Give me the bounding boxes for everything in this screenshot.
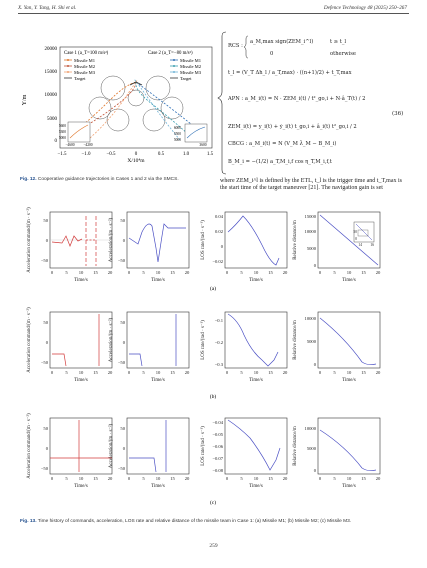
- xtick: 15: [93, 270, 98, 275]
- ytick: 5000: [306, 446, 316, 451]
- xtick: 20: [184, 370, 190, 375]
- fig12-case1-label: Case 1 (a_T=100 m/s²): [64, 51, 109, 56]
- ylabel-los: LOS rate/(rad · s⁻¹): [201, 320, 206, 360]
- fig12-xtick: 1.0: [182, 152, 190, 157]
- xtick: 20: [282, 476, 288, 481]
- ytick: 0: [45, 340, 48, 345]
- ytick: 50: [43, 218, 48, 223]
- xtick: 0: [50, 370, 54, 375]
- xtick: 15: [170, 476, 175, 481]
- xtick: 5: [240, 370, 243, 375]
- fig12-ylabel: Y/m: [22, 94, 28, 106]
- xtick: 0: [318, 370, 322, 375]
- xtick: 5: [333, 370, 336, 375]
- inset-tick: −4600: [65, 143, 75, 147]
- ylabel-acc: Acceleration/(m · s⁻²): [109, 217, 114, 263]
- xtick: 20: [107, 370, 113, 375]
- ytick: 5000: [306, 339, 316, 344]
- xtick: 15: [361, 370, 366, 375]
- fig12-plot: [22, 47, 214, 164]
- inset-tick: 3600: [199, 143, 207, 147]
- inset-tick: 5000: [173, 138, 181, 142]
- ylabel-dist: Relative distance/m: [293, 320, 298, 360]
- ytick: −0.02: [212, 259, 223, 264]
- xtick: 5: [142, 476, 145, 481]
- inset-tick: 5000: [58, 136, 66, 140]
- legend-item: Target: [74, 76, 86, 81]
- fig13-caption: [20, 519, 410, 525]
- inset-tick: 16: [370, 243, 374, 247]
- body-paragraph: where ZEM_i^l is defined by the ETL, t_l is the trigger time and t_T,max is the start time of the target maneuver [21]. The navigation gain is set: [220, 178, 402, 192]
- ytick: −0.2: [214, 340, 223, 345]
- ytick: 10000: [304, 426, 316, 431]
- xtick: 15: [268, 476, 273, 481]
- inset-tick: −4200: [83, 143, 93, 147]
- xlabel-time: Time/s: [342, 484, 356, 489]
- xtick: 0: [318, 476, 322, 481]
- xtick: 10: [78, 270, 84, 275]
- fig12-caption-label: Fig. 12.: [20, 177, 37, 182]
- ytick: −50: [40, 360, 48, 365]
- ylabel-cmd: Acceleration command/(m · s⁻²): [27, 207, 32, 273]
- ytick: −0.04: [212, 420, 223, 425]
- xtick: 20: [282, 370, 288, 375]
- ytick: −0.08: [212, 468, 223, 473]
- xtick: 10: [253, 270, 259, 275]
- xlabel-time: Time/s: [342, 278, 356, 283]
- fig12-caption-text: Cooperative guidance trajectories in Cases 1 and 2 via the SMCS.: [37, 177, 179, 182]
- inset-tick: 14: [358, 243, 362, 247]
- ytick: 0: [313, 263, 316, 268]
- xtick: 15: [170, 370, 175, 375]
- xtick: 0: [127, 270, 131, 275]
- xlabel-time: Time/s: [74, 484, 88, 489]
- ytick: −50: [117, 466, 125, 471]
- fig13-caption-label: Fig. 13.: [20, 519, 37, 524]
- running-head-authors: X. Yan, Y. Tang, H. Shi et al.: [18, 5, 77, 11]
- xtick: 5: [142, 270, 145, 275]
- eq-cbcg: CBCG : a_M_i(t) = N (V_M λ̇_M − B_M_i): [228, 141, 337, 147]
- xtick: 10: [78, 476, 84, 481]
- ytick: 50: [120, 218, 125, 223]
- ylabel-los: LOS rate/(rad · s⁻¹): [201, 220, 206, 260]
- xtick: 20: [107, 270, 113, 275]
- xtick: 20: [184, 270, 190, 275]
- ytick: −50: [40, 466, 48, 471]
- legend-item: Missile M2: [180, 64, 202, 69]
- xtick: 5: [65, 370, 68, 375]
- xtick: 20: [375, 476, 381, 481]
- legend-item: Missile M3: [74, 70, 96, 75]
- xtick: 5: [240, 270, 243, 275]
- eq-zem: ZEM_i(t) = y_i(t) + ẏ_i(t) t_go,i + â_i(t) t²_go,i / 2: [228, 124, 357, 130]
- xtick: 15: [268, 270, 273, 275]
- inset-tick: 5300: [58, 130, 66, 134]
- fig12-ytick: 0: [54, 139, 57, 144]
- inset-tick: 5500: [173, 132, 181, 136]
- inset-tick: 5600: [58, 124, 66, 128]
- ylabel-los: LOS rate/(rad · s⁻¹): [201, 426, 206, 466]
- ytick: −50: [117, 360, 125, 365]
- ytick: 0: [313, 362, 316, 367]
- equation-block: [218, 32, 403, 174]
- xtick: 0: [127, 476, 131, 481]
- xtick: 0: [318, 270, 322, 275]
- xtick: 20: [375, 270, 381, 275]
- xtick: 10: [155, 476, 161, 481]
- legend-item: Target: [180, 76, 192, 81]
- eq-apn: APN : a_M_i(t) = N · ZEM_i(t) / t²_go,i + N·â_T(t) / 2: [228, 96, 366, 102]
- fig12-xtick: −0.5: [106, 152, 116, 157]
- xtick: 10: [253, 476, 259, 481]
- fig12-caption: [20, 177, 210, 183]
- ytick: 50: [43, 426, 48, 431]
- xtick: 20: [184, 476, 190, 481]
- xtick: 5: [65, 476, 68, 481]
- legend-item: Missile M1: [74, 58, 96, 63]
- ytick: 50: [120, 320, 125, 325]
- xtick: 15: [268, 370, 273, 375]
- ytick: 5000: [306, 246, 316, 251]
- xlabel-time: Time/s: [151, 278, 165, 283]
- ylabel-dist: Relative distance/m: [293, 220, 298, 260]
- xtick: 10: [346, 370, 352, 375]
- fig12-ytick: 20000: [44, 47, 57, 52]
- xtick: 15: [170, 270, 175, 275]
- xtick: 20: [282, 270, 288, 275]
- inset-tick: 50: [353, 230, 357, 234]
- ytick: −0.1: [214, 318, 223, 323]
- xlabel-time: Time/s: [74, 378, 88, 383]
- ytick: 10000: [304, 229, 316, 234]
- subfig-b-label: (b): [209, 394, 217, 400]
- xtick: 0: [127, 370, 131, 375]
- fig12-ytick: 10000: [44, 93, 57, 98]
- ylabel-dist: Relative distance/m: [293, 426, 298, 466]
- eq-rcs-case1: a_M,max sign(ZEM_i^l): [250, 39, 314, 45]
- ytick: 0: [45, 238, 48, 243]
- xtick: 0: [50, 476, 54, 481]
- ylabel-acc: Acceleration/(m · s⁻²): [109, 317, 114, 363]
- xtick: 10: [78, 370, 84, 375]
- subfig-c-label: (c): [209, 500, 217, 506]
- eq-rcs-case2: 0: [270, 51, 274, 57]
- page-number: 259: [209, 543, 218, 549]
- fig12-xtick: 0: [134, 152, 138, 157]
- xtick: 10: [155, 370, 161, 375]
- eq-rcs-cond2: otherwise: [330, 51, 356, 57]
- fig12-ytick: 15000: [44, 70, 57, 75]
- xtick: 10: [346, 270, 352, 275]
- ytick: 10000: [304, 316, 316, 321]
- ytick: 0: [313, 468, 316, 473]
- inset-tick: 6000: [173, 126, 181, 130]
- ytick: 0.04: [214, 214, 223, 219]
- xtick: 0: [50, 270, 54, 275]
- running-head-journal: Defence Technology 48 (2025) 250–267: [323, 5, 407, 11]
- legend-item: Missile M3: [180, 70, 202, 75]
- ytick: 0: [220, 244, 223, 249]
- xtick: 10: [253, 370, 259, 375]
- xlabel-time: Time/s: [342, 378, 356, 383]
- fig12-xtick: 0.5: [157, 152, 165, 157]
- legend-item: Missile M1: [180, 58, 202, 63]
- xlabel-time: Time/s: [151, 378, 165, 383]
- xlabel-time: Time/s: [151, 484, 165, 489]
- fig12-xlabel: X/10⁴m: [127, 158, 145, 164]
- ytick: −0.07: [212, 456, 223, 461]
- xtick: 5: [333, 476, 336, 481]
- ytick: 0: [122, 238, 125, 243]
- inset-tick: 0: [355, 237, 357, 241]
- xtick: 10: [155, 270, 161, 275]
- ytick: 0: [122, 340, 125, 345]
- xtick: 20: [107, 476, 113, 481]
- xtick: 0: [225, 476, 229, 481]
- eq-rcs-label: RCS :: [228, 43, 243, 49]
- fig13-caption-text: Time history of commands, acceleration, LOS rate and relative distance of the missile team in Case 1: (a) Missile M1; (b) Missile M2; (c) Missile M3.: [37, 519, 352, 524]
- ylabel-cmd: Acceleration command/(m · s⁻²): [27, 413, 32, 479]
- ytick: 0: [122, 446, 125, 451]
- ytick: −0.3: [214, 362, 223, 367]
- ytick: 50: [120, 426, 125, 431]
- ylabel-cmd: Acceleration command/(m · s⁻²): [27, 307, 32, 373]
- fig12-xtick: 1.5: [206, 152, 214, 157]
- xtick: 15: [361, 476, 366, 481]
- ytick: −50: [117, 258, 125, 263]
- subfig-a-label: (a): [209, 286, 217, 292]
- eq-number: (36): [392, 111, 404, 117]
- fig12-ytick: 5000: [47, 117, 57, 122]
- ytick: −50: [40, 258, 48, 263]
- ylabel-acc: Acceleration/(m · s⁻²): [109, 423, 114, 469]
- xtick: 0: [225, 370, 229, 375]
- legend-item: Missile M2: [74, 64, 96, 69]
- eq-tl: t_l = (V_T Δh_l / a_T,max) · ((n+1)/2) + t_T,max: [228, 70, 352, 76]
- xlabel-time: Time/s: [74, 278, 88, 283]
- eq-bm: B_M_i = −(1/2) a_T,M_i,f cos η_T,M_i,f,t: [228, 159, 332, 165]
- xtick: 5: [65, 270, 68, 275]
- ytick: 0.02: [214, 229, 223, 234]
- xlabel-time: Time/s: [249, 278, 263, 283]
- xtick: 20: [375, 370, 381, 375]
- ytick: −0.05: [212, 432, 223, 437]
- ytick: −0.06: [212, 444, 223, 449]
- xtick: 5: [142, 370, 145, 375]
- ytick: 15000: [304, 214, 316, 219]
- xtick: 15: [361, 270, 366, 275]
- ytick: 50: [43, 320, 48, 325]
- fig12-xtick: −1.5: [57, 152, 67, 157]
- xtick: 15: [93, 370, 98, 375]
- ytick: 0: [45, 446, 48, 451]
- xtick: 15: [93, 476, 98, 481]
- xtick: 0: [225, 270, 229, 275]
- xlabel-time: Time/s: [249, 378, 263, 383]
- xtick: 5: [333, 270, 336, 275]
- xtick: 10: [346, 476, 352, 481]
- xtick: 5: [240, 476, 243, 481]
- fig12-xtick: −1.0: [81, 152, 91, 157]
- eq-rcs-cond1: t ≥ t_l: [330, 39, 347, 45]
- xlabel-time: Time/s: [249, 484, 263, 489]
- fig12-case2-label: Case 2 (a_T=−80 m/s²): [148, 51, 193, 56]
